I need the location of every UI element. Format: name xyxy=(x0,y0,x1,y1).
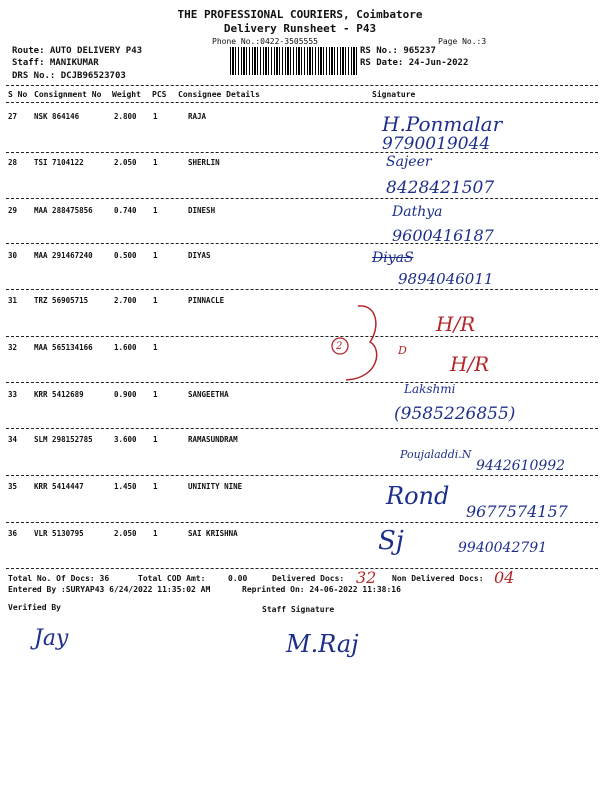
margin-mark: D xyxy=(398,344,407,357)
row-weight: 1.450 xyxy=(114,482,137,491)
col-sno: S No xyxy=(8,90,28,99)
row-pcs: 1 xyxy=(153,435,158,444)
signature-name: Dathya xyxy=(392,204,443,220)
row-consignment: VLR 5130795 xyxy=(34,529,84,538)
row-pcs: 1 xyxy=(153,251,158,260)
row-consignment: MAA 565134166 xyxy=(34,343,93,352)
staff: Staff: MANIKUMAR xyxy=(12,58,99,68)
bracket-annotation xyxy=(320,298,400,388)
rs-number: RS No.: 965237 xyxy=(360,46,436,56)
staff-signature: M.Raj xyxy=(286,630,359,658)
row-sno: 27 xyxy=(8,112,18,121)
row-weight: 2.700 xyxy=(114,296,137,305)
col-weight: Weight xyxy=(112,90,141,99)
row-consignee: SANGEETHA xyxy=(188,390,229,399)
row-consignee: UNINITY NINE xyxy=(188,482,243,491)
signature-name: Sj xyxy=(378,526,404,556)
row-consignment: KRR 5412689 xyxy=(34,390,84,399)
staff-signature-label: Staff Signature xyxy=(262,605,335,614)
circled-number: 2 xyxy=(336,341,343,352)
row-consignment: MAA 291467240 xyxy=(34,251,93,260)
signature-phone: 9894046011 xyxy=(398,270,494,288)
row-sno: 32 xyxy=(8,343,18,352)
total-docs: Total No. Of Docs: 36 xyxy=(8,574,110,583)
signature-phone: 9940042791 xyxy=(458,540,548,556)
phone-number: Phone No.:0422-3505555 xyxy=(212,37,318,46)
row-consignment: SLM 298152785 xyxy=(34,435,93,444)
row-divider xyxy=(6,243,598,244)
row-divider xyxy=(6,289,598,290)
verified-signature: Jay xyxy=(34,626,69,651)
row-divider xyxy=(6,336,598,337)
signature-phone: 9442610992 xyxy=(476,458,566,474)
row-sno: 33 xyxy=(8,390,18,399)
row-sno: 34 xyxy=(8,435,18,444)
signature-name: H/R xyxy=(450,352,490,376)
signature-phone: 9677574157 xyxy=(466,502,568,521)
row-weight: 2.050 xyxy=(114,529,137,538)
signature-phone: 8428421507 xyxy=(386,178,495,198)
row-consignment: TSI 7104122 xyxy=(34,158,84,167)
route: Route: AUTO DELIVERY P43 xyxy=(12,46,143,56)
row-divider xyxy=(6,475,598,476)
row-pcs: 1 xyxy=(153,296,158,305)
header-bottom-rule xyxy=(6,102,598,103)
row-divider xyxy=(6,382,598,383)
row-consignee: SAI KRISHNA xyxy=(188,529,238,538)
rs-date: RS Date: 24-Jun-2022 xyxy=(360,58,469,68)
row-consignment: TRZ 56905715 xyxy=(34,296,89,305)
drs-number: DRS No.: DCJB96523703 xyxy=(12,71,126,81)
row-pcs: 1 xyxy=(153,482,158,491)
non-delivered-count: 04 xyxy=(494,568,515,587)
row-sno: 28 xyxy=(8,158,18,167)
signature-phone: 9790019044 xyxy=(382,134,491,154)
row-pcs: 1 xyxy=(153,390,158,399)
row-consignee: RAMASUNDRAM xyxy=(188,435,238,444)
row-pcs: 1 xyxy=(153,112,158,121)
signature-name: Lakshmi xyxy=(404,382,456,396)
reprinted-on: Reprinted On: 24-06-2022 11:38:16 xyxy=(242,585,401,594)
signature-name: H.Ponmalar xyxy=(382,112,503,136)
row-consignee: SHERLIN xyxy=(188,158,220,167)
row-sno: 30 xyxy=(8,251,18,260)
document-title: Delivery Runsheet - P43 xyxy=(223,22,377,35)
row-consignment: NSK 864146 xyxy=(34,112,80,121)
row-pcs: 1 xyxy=(153,529,158,538)
row-divider xyxy=(6,198,598,199)
entered-by: Entered By :SURYAP43 6/24/2022 11:35:02 AM xyxy=(8,585,211,594)
total-cod-value: 0.00 xyxy=(228,574,248,583)
row-weight: 0.740 xyxy=(114,206,137,215)
signature-phone: 9600416187 xyxy=(392,226,494,245)
row-weight: 3.600 xyxy=(114,435,137,444)
row-divider xyxy=(6,428,598,429)
verified-by-label: Verified By xyxy=(8,603,61,612)
signature-phone: (9585226855) xyxy=(394,404,516,424)
signature-name: Poujaladdi.N xyxy=(400,448,472,461)
row-pcs: 1 xyxy=(153,158,158,167)
col-consignment: Consignment No xyxy=(34,90,102,99)
delivered-count: 32 xyxy=(356,568,377,587)
non-delivered-label: Non Delivered Docs: xyxy=(392,574,484,583)
row-consignee: DIYAS xyxy=(188,251,211,260)
row-pcs: 1 xyxy=(153,343,158,352)
delivered-label: Delivered Docs: xyxy=(272,574,345,583)
page-number: Page No.:3 xyxy=(438,37,487,46)
row-sno: 29 xyxy=(8,206,18,215)
row-weight: 0.900 xyxy=(114,390,137,399)
row-consignee: RAJA xyxy=(188,112,207,121)
row-sno: 36 xyxy=(8,529,18,538)
row-weight: 1.600 xyxy=(114,343,137,352)
col-pcs: PCS xyxy=(152,90,167,99)
row-pcs: 1 xyxy=(153,206,158,215)
header-top-rule xyxy=(6,85,598,86)
row-consignment: MAA 288475856 xyxy=(34,206,93,215)
signature-name: Sajeer xyxy=(386,154,432,170)
col-signature: Signature xyxy=(372,90,416,99)
row-consignee: PINNACLE xyxy=(188,296,225,305)
row-consignment: KRR 5414447 xyxy=(34,482,84,491)
row-weight: 2.050 xyxy=(114,158,137,167)
row-weight: 2.800 xyxy=(114,112,137,121)
signature-name: H/R xyxy=(436,312,476,336)
company-name: THE PROFESSIONAL COURIERS, Coimbatore xyxy=(177,8,423,21)
col-consignee: Consignee Details xyxy=(178,90,260,99)
row-divider xyxy=(6,152,598,153)
row-consignee: DINESH xyxy=(188,206,216,215)
row-divider xyxy=(6,522,598,523)
row-sno: 35 xyxy=(8,482,18,491)
signature-name: DiyaS xyxy=(372,250,414,266)
row-sno: 31 xyxy=(8,296,18,305)
row-weight: 0.500 xyxy=(114,251,137,260)
signature-name: Rond xyxy=(386,482,450,510)
total-cod-label: Total COD Amt: xyxy=(138,574,206,583)
barcode xyxy=(230,47,358,75)
